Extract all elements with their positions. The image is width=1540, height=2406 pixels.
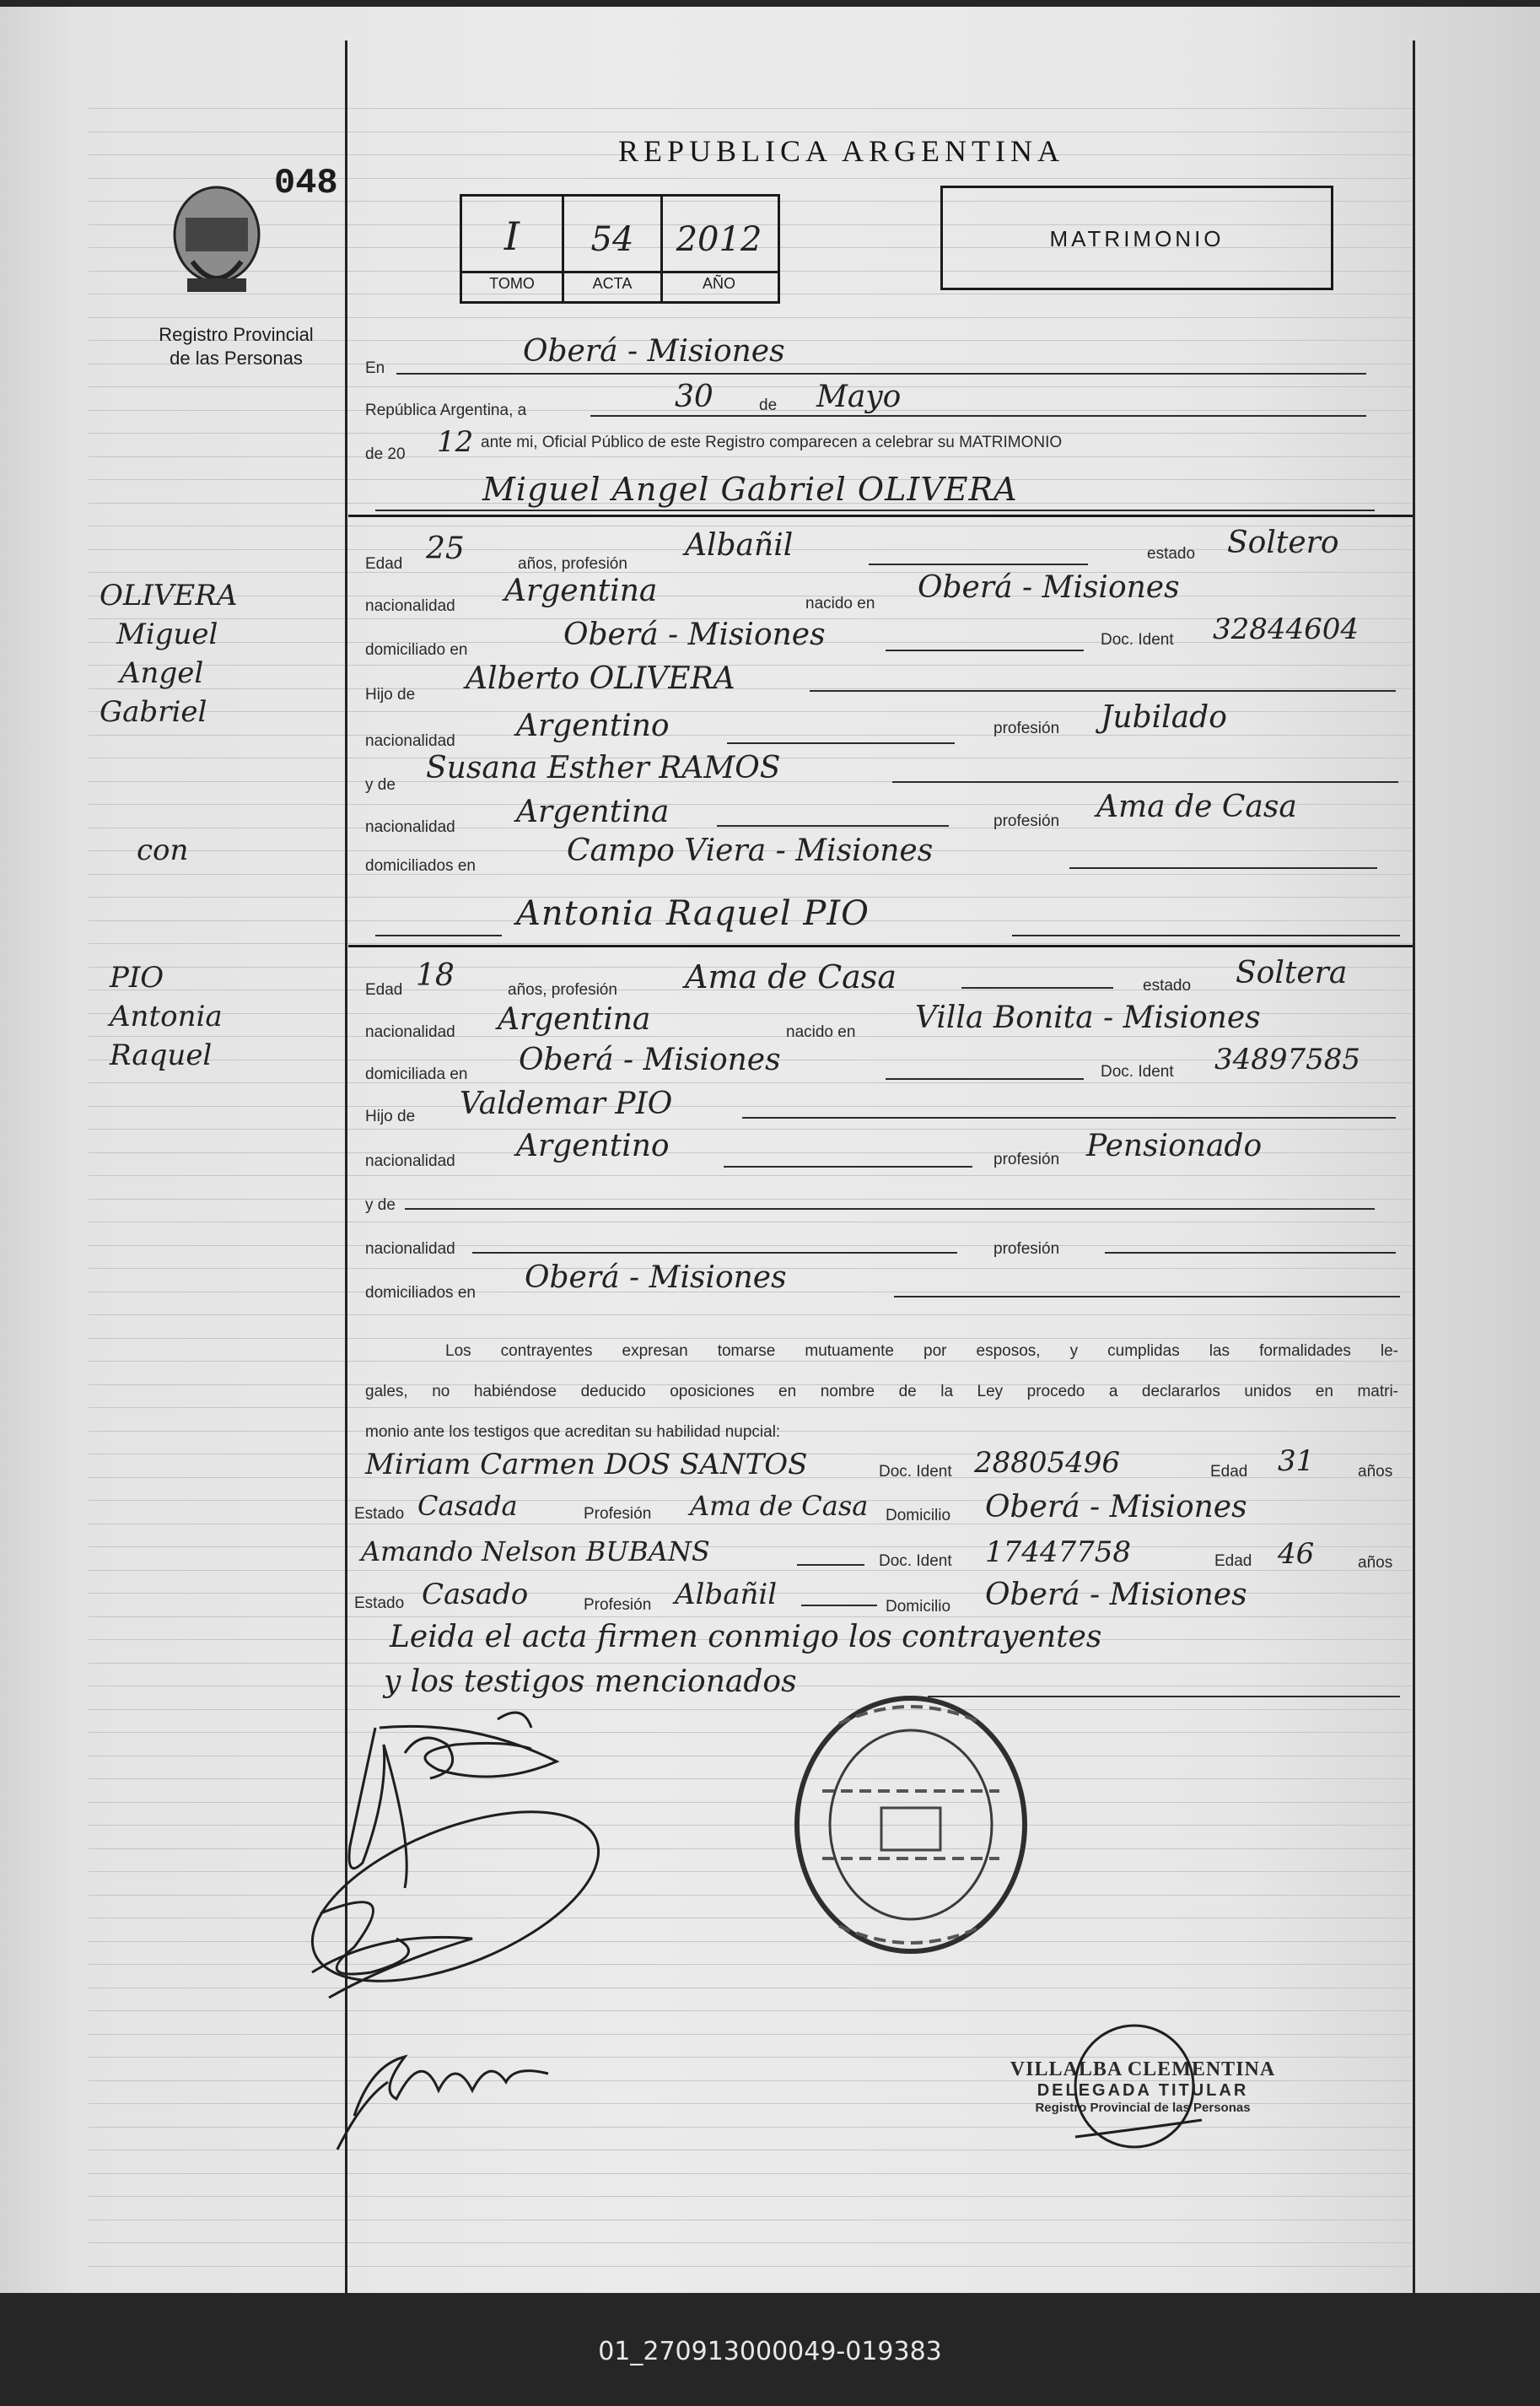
margin-groom-line: Gabriel: [100, 695, 207, 729]
declaration-line: Los contrayentes expresan tomarse mutuamente por esposos, y cumplidas las formalidades le-: [445, 1342, 1398, 1360]
ruled-line: [89, 1732, 1413, 1733]
image-id-caption: 01_270913000049-019383: [598, 2337, 942, 2366]
bride-nacido: Villa Bonita - Misiones: [915, 1001, 1261, 1035]
bride-madre-prof-label: profesión: [993, 1240, 1060, 1258]
registry-line-2: de las Personas: [170, 348, 303, 369]
ruled-line: [89, 2173, 1413, 2174]
groom-dom-label: domiciliado en: [365, 641, 468, 659]
record-number-table: [460, 194, 780, 304]
ruled-line: [89, 456, 1413, 457]
bride-name: Antonia Raquel PIO: [516, 894, 870, 933]
groom-anos-label: años, profesión: [518, 555, 627, 573]
ruled-line: [89, 1825, 1413, 1826]
ruled-line: [89, 1848, 1413, 1849]
margin-con: con: [137, 833, 189, 867]
groom-estado: Soltero: [1227, 526, 1339, 560]
registry-round-stamp-icon: [789, 1690, 1033, 1960]
stamp-office: Registro Provincial de las Personas: [1035, 2101, 1251, 2115]
groom-doc: 32844604: [1213, 612, 1360, 646]
stamp-title: DELEGADA TITULAR: [1037, 2081, 1249, 2100]
bride-padres-dom-label: domiciliados en: [365, 1284, 476, 1302]
bride-padre-nac-label: nacionalidad: [365, 1152, 455, 1170]
declaration-line: gales, no habiéndose deducido oposiciones en nombre de la Ley procedo a declararlos unidos en matri-: [365, 1383, 1398, 1400]
ruled-line: [89, 2057, 1413, 2058]
ruled-line: [89, 1036, 1413, 1037]
groom-padres-dom-label: domiciliados en: [365, 857, 476, 875]
ruled-line: [89, 1546, 1413, 1547]
ruled-line: [89, 1314, 1413, 1315]
ruled-line: [89, 874, 1413, 875]
ruled-line: [89, 688, 1413, 689]
witness1-dom-label: Domicilio: [886, 1507, 951, 1524]
country-title: REPUBLICA ARGENTINA: [618, 134, 1065, 168]
ruled-line: [89, 108, 1413, 109]
bride-nacido-label: nacido en: [786, 1023, 856, 1041]
bride-edad-label: Edad: [365, 981, 403, 999]
ruled-line: [89, 1871, 1413, 1872]
witness1-anos-label: años: [1358, 1463, 1393, 1481]
witness1-profesion: Ama de Casa: [690, 1490, 869, 1522]
tomo-value: I: [503, 213, 520, 259]
ruled-line: [89, 1941, 1413, 1942]
section-divider: [348, 515, 1413, 517]
ruled-line: [89, 1802, 1413, 1803]
bride-padre-prof-label: profesión: [993, 1151, 1060, 1168]
ruled-line: [89, 1175, 1413, 1176]
witness1-prof-label: Profesión: [584, 1505, 652, 1523]
ruled-line: [89, 386, 1413, 387]
closing-line-1: Leida el acta firmen conmigo los contrayentes: [390, 1620, 1102, 1654]
stamp-name: VILLALBA CLEMENTINA: [1010, 2058, 1276, 2080]
registry-line-1: Registro Provincial: [159, 324, 314, 345]
margin-groom-line: Angel: [120, 656, 204, 690]
intro-place: Oberá - Misiones: [523, 334, 785, 369]
doc-type-box: [940, 186, 1333, 290]
bride-profesion: Ama de Casa: [685, 958, 897, 995]
provincial-seal-icon: [167, 184, 267, 310]
witness1-estado-label: Estado: [354, 1505, 405, 1523]
certificate-page: [0, 7, 1540, 2293]
ruled-line: [89, 1082, 1413, 1083]
ruled-line: [89, 572, 1413, 573]
witness1-edad: 31: [1278, 1444, 1315, 1478]
groom-yde-label: y de: [365, 776, 396, 794]
bride-hijo-label: Hijo de: [365, 1108, 416, 1125]
witness2-prof-label: Profesión: [584, 1596, 652, 1614]
intro-year: 12: [437, 425, 474, 459]
bride-nac-label: nacionalidad: [365, 1023, 455, 1041]
witness2-doc-label: Doc. Ident: [879, 1552, 952, 1570]
bride-doc-label: Doc. Ident: [1101, 1063, 1174, 1081]
witness2-profesion: Albañil: [675, 1578, 778, 1611]
anio-label: AÑO: [702, 275, 735, 292]
witness2-edad-label: Edad: [1214, 1552, 1252, 1570]
ruled-line: [89, 1199, 1413, 1200]
declaration-text: [365, 1331, 1398, 1453]
groom-padre-prof-label: profesión: [993, 720, 1060, 737]
groom-nacido: Oberá - Misiones: [918, 570, 1180, 605]
ruled-line: [89, 943, 1413, 944]
margin-groom-name: [100, 576, 237, 731]
en-label: En: [365, 359, 385, 377]
ruled-line: [89, 1778, 1413, 1779]
witness1-doc: 28805496: [974, 1446, 1121, 1480]
intro-text: ante mi, Oficial Público de este Registro comparecen a celebrar su MATRIMONIO: [481, 434, 1063, 451]
ruled-line: [89, 2196, 1413, 2197]
ruled-line: [89, 665, 1413, 666]
closing-line-2: y los testigos mencionados: [384, 1664, 797, 1699]
signature-graphic: [304, 1694, 692, 2166]
ruled-line: [89, 1245, 1413, 1246]
bride-estado: Soltera: [1236, 956, 1348, 990]
folio-number: 048: [274, 163, 338, 203]
ruled-line: [89, 2034, 1413, 2035]
margin-bride-line: Raquel: [110, 1038, 213, 1072]
groom-profesion: Albañil: [685, 528, 794, 563]
groom-padre: Alberto OLIVERA: [466, 661, 735, 696]
margin-groom-line: Miguel: [116, 618, 218, 651]
groom-nacido-label: nacido en: [805, 595, 875, 612]
witness2-estado-label: Estado: [354, 1594, 405, 1612]
groom-doc-label: Doc. Ident: [1101, 631, 1174, 649]
tomo-label: TOMO: [489, 275, 535, 292]
witness2-doc: 17447758: [985, 1535, 1132, 1569]
ruled-line: [89, 1616, 1413, 1617]
intro-day: 30: [675, 380, 713, 414]
groom-name: Miguel Angel Gabriel OLIVERA: [482, 471, 1018, 508]
ruled-line: [89, 1663, 1413, 1664]
groom-madre-nac: Argentina: [516, 795, 670, 829]
margin-bride-line: Antonia: [110, 1000, 223, 1033]
groom-madre-prof: Ama de Casa: [1096, 790, 1297, 824]
ruled-line: [89, 317, 1413, 318]
right-border-line: [1413, 40, 1415, 2293]
anio-value: 2012: [676, 220, 762, 259]
intro-month: Mayo: [816, 380, 902, 414]
bride-doc: 34897585: [1214, 1043, 1361, 1076]
stamp-signature-graphic: [1058, 2019, 1210, 2154]
section-divider: [348, 945, 1413, 947]
witness2-dom-label: Domicilio: [886, 1598, 951, 1616]
ruled-line: [89, 2127, 1413, 2128]
acta-value: 54: [590, 220, 634, 259]
groom-nac-label: nacionalidad: [365, 597, 455, 615]
ruled-line: [89, 1709, 1413, 1710]
groom-domicilio: Oberá - Misiones: [563, 618, 826, 652]
witness1-estado: Casada: [417, 1490, 518, 1522]
bride-domicilio: Oberá - Misiones: [519, 1043, 781, 1077]
ruled-line: [89, 410, 1413, 411]
declaration-line: monio ante los testigos que acreditan su habilidad nupcial:: [365, 1423, 781, 1441]
year-prefix: de 20: [365, 445, 406, 463]
registry-name: [110, 323, 363, 370]
groom-madre: Susana Esther RAMOS: [426, 751, 781, 785]
groom-madre-prof-label: profesión: [993, 812, 1060, 830]
bride-padre-prof: Pensionado: [1086, 1129, 1263, 1163]
witness2-anos-label: años: [1358, 1554, 1393, 1572]
margin-groom-line: OLIVERA: [100, 579, 238, 612]
bride-edad: 18: [416, 958, 455, 993]
ruled-line: [89, 2242, 1413, 2243]
margin-bride-name: [110, 958, 223, 1075]
groom-estado-label: estado: [1147, 545, 1196, 563]
groom-padre-prof: Jubilado: [1101, 700, 1227, 735]
groom-padres-dom: Campo Viera - Misiones: [567, 833, 934, 868]
witness2-name: Amando Nelson BUBANS: [361, 1535, 710, 1567]
groom-edad-label: Edad: [365, 555, 403, 573]
bride-padre-nac: Argentino: [516, 1129, 670, 1163]
bride-estado-label: estado: [1143, 977, 1192, 995]
ruled-line: [89, 2010, 1413, 2011]
bride-padre: Valdemar PIO: [460, 1087, 673, 1121]
witness1-doc-label: Doc. Ident: [879, 1463, 952, 1481]
groom-padre-nac-label: nacionalidad: [365, 732, 455, 750]
doc-type: MATRIMONIO: [1049, 226, 1225, 251]
margin-bride-line: PIO: [110, 961, 164, 995]
de-label: de: [759, 397, 778, 414]
bride-yde-label: y de: [365, 1196, 396, 1214]
witness2-domicilio: Oberá - Misiones: [985, 1578, 1247, 1612]
witness1-domicilio: Oberá - Misiones: [985, 1490, 1247, 1524]
groom-edad: 25: [426, 531, 465, 566]
groom-madre-nac-label: nacionalidad: [365, 818, 455, 836]
bride-anos-label: años, profesión: [508, 981, 617, 999]
ruled-line: [89, 1895, 1413, 1896]
witness1-name: Miriam Carmen DOS SANTOS: [365, 1448, 808, 1481]
ruled-line: [89, 1106, 1413, 1107]
ruled-line: [89, 735, 1413, 736]
witness1-edad-label: Edad: [1210, 1463, 1248, 1481]
ruled-line: [89, 2266, 1413, 2267]
bride-nacionalidad: Argentina: [498, 1002, 651, 1037]
ruled-line: [89, 1964, 1413, 1965]
bride-padres-dom: Oberá - Misiones: [525, 1260, 787, 1295]
witness2-estado: Casado: [422, 1578, 529, 1611]
acta-label: ACTA: [592, 275, 633, 292]
republica-label: República Argentina, a: [365, 402, 527, 419]
bride-madre-nac-label: nacionalidad: [365, 1240, 455, 1258]
groom-hijo-label: Hijo de: [365, 686, 416, 704]
groom-nacionalidad: Argentina: [504, 574, 658, 608]
groom-padre-nac: Argentino: [516, 709, 670, 743]
bride-dom-label: domiciliada en: [365, 1065, 468, 1083]
witness2-edad: 46: [1278, 1537, 1315, 1571]
